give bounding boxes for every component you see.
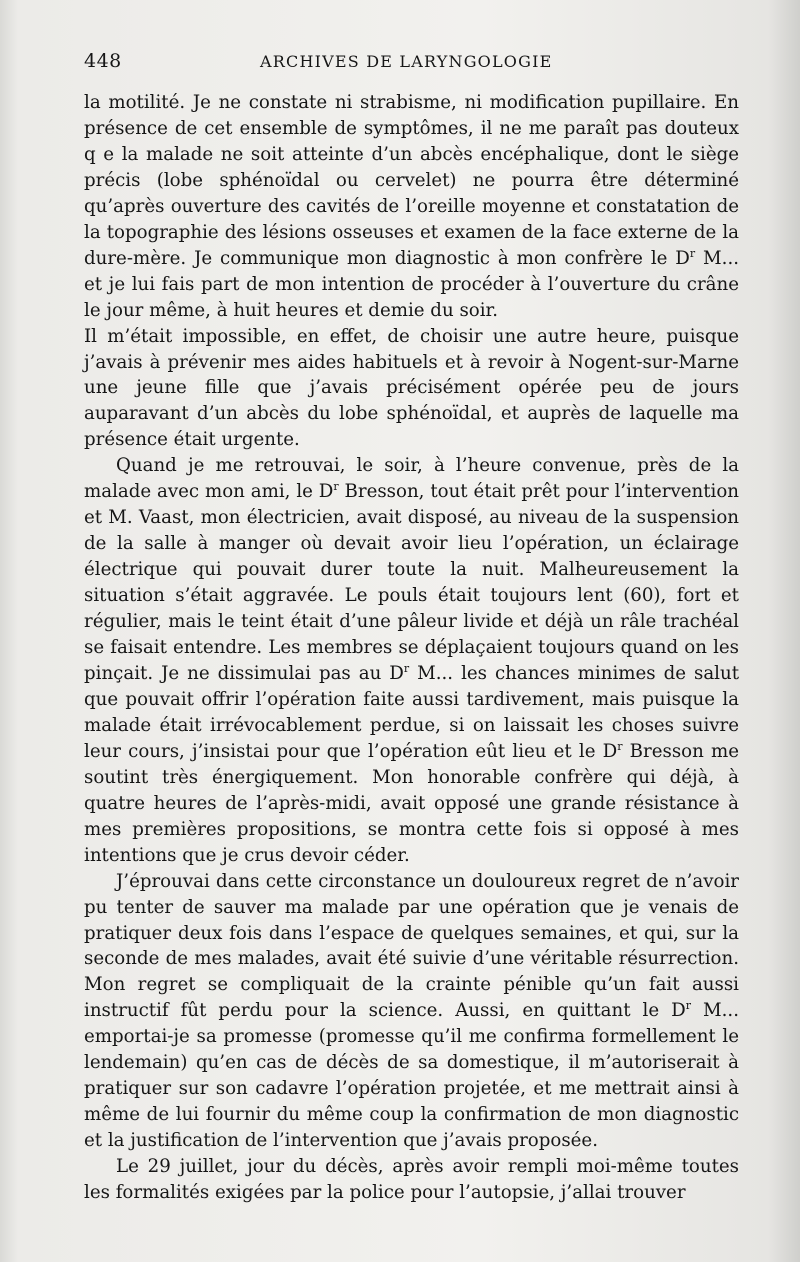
- paragraph: [84, 1154, 739, 1206]
- superscript: r: [617, 739, 623, 753]
- page-header: [84, 50, 754, 74]
- text-segment: Bresson, tout était prêt pour l’intervention et M. Vaast, mon électricien, avait disposé, au niveau de la suspension de la salle à manger où devait avoir lieu l’opération, un éclairage électrique qui pouvait durer toute la nuit. Malheureusement la situation s’était aggravée. Le pouls était toujours lent (60), fort et régulier, mais le teint était d’une pâleur livide et déjà un râle trachéal se faisait entendre. Les membres se déplaçaient toujours quand on les pinçait. Je ne dissimulai pas au D: [84, 481, 739, 684]
- paragraph: [84, 90, 739, 324]
- text-segment: Le 29 juillet, jour du décès, après avoir rempli moi-même toutes les formalités exigées par la police pour l’autopsie, j’allai trouver: [84, 1156, 739, 1204]
- paragraph: [84, 869, 739, 1154]
- text-segment: Quand je me retrouvai, le soir, à l’heure convenue, près de la malade avec mon ami, le D: [84, 455, 739, 503]
- body-text: [84, 90, 739, 1206]
- page-number: 448: [84, 50, 122, 72]
- text-segment: la motilité. Je ne constate ni strabisme, ni modification pupillaire. En présence de cet ensemble de symptômes, il ne me paraît pas douteux q e la malade ne soit atteinte d’un abcès encéphalique, dont le siège précis (lobe sphénoïdal ou cervelet) ne pourra être déterminé qu’après ouverture des cavités de l’oreille moyenne et constatation de la topographie des lésions osseuses et examen de la face externe de la dure-mère. Je communique mon diagnostic à mon confrère le D: [84, 92, 739, 269]
- text-segment: M... les chances minimes de salut que pouvait offrir l’opération faite aussi tardivement, mais puisque la malade était irrévocablement perdue, si on laissait les choses suivre leur cours, j’insistai pour que l’opération eût lieu et le D: [84, 662, 740, 762]
- superscript: r: [333, 480, 339, 494]
- text-segment: M... emportai-je sa promesse (promesse qu’il me confirma formellement le lendemain) qu’en cas de décès de sa domestique, il m’autoriserait à pratiquer sur son cadavre l’opération projetée, et me mettrait ainsi à même de lui fournir du même coup la confirmation de mon diagnostic et la justification de l’intervention que j’avais proposée.: [84, 1000, 739, 1152]
- superscript: r: [689, 246, 696, 260]
- text-segment: J’éprouvai dans cette circonstance un douloureux regret de n’avoir pu tenter de sauver ma malade par une opération que je venais de pratiquer deux fois dans l’espace de quelques semaines, et qui, sur la seconde de mes malades, avait été suivie d’une véritable résurrection. Mon regret se compliquait de la crainte pénible qu’un fait aussi instructif fût perdu pour la science. Aussi, en quittant le D: [84, 870, 739, 1022]
- paragraph: [84, 324, 739, 454]
- superscript: r: [403, 661, 410, 675]
- text-segment: Bresson me soutint très énergiquement. Mon honorable confrère qui déjà, à quatre heures de l’après-midi, avait opposé une grande résistance à mes premières propositions, se montra cette fois si opposé à mes intentions que je crus devoir céder.: [84, 740, 739, 866]
- text-segment: Il m’était impossible, en effet, de choisir une autre heure, puisque j’avais à prévenir mes aides habituels et à revoir à Nogent-sur-Marne une jeune fille que j’avais précisément opérée peu de jours auparavant d’un abcès du lobe sphénoïdal, et auprès de laquelle ma présence était urgente.: [84, 325, 739, 451]
- running-title: ARCHIVES DE LARYNGOLOGIE: [260, 52, 553, 71]
- text-segment: M... et je lui fais part de mon intention de procéder à l’ouverture du crâne le jour même, à huit heures et demie du soir.: [84, 247, 740, 321]
- paragraph: [84, 453, 739, 868]
- superscript: r: [685, 999, 691, 1013]
